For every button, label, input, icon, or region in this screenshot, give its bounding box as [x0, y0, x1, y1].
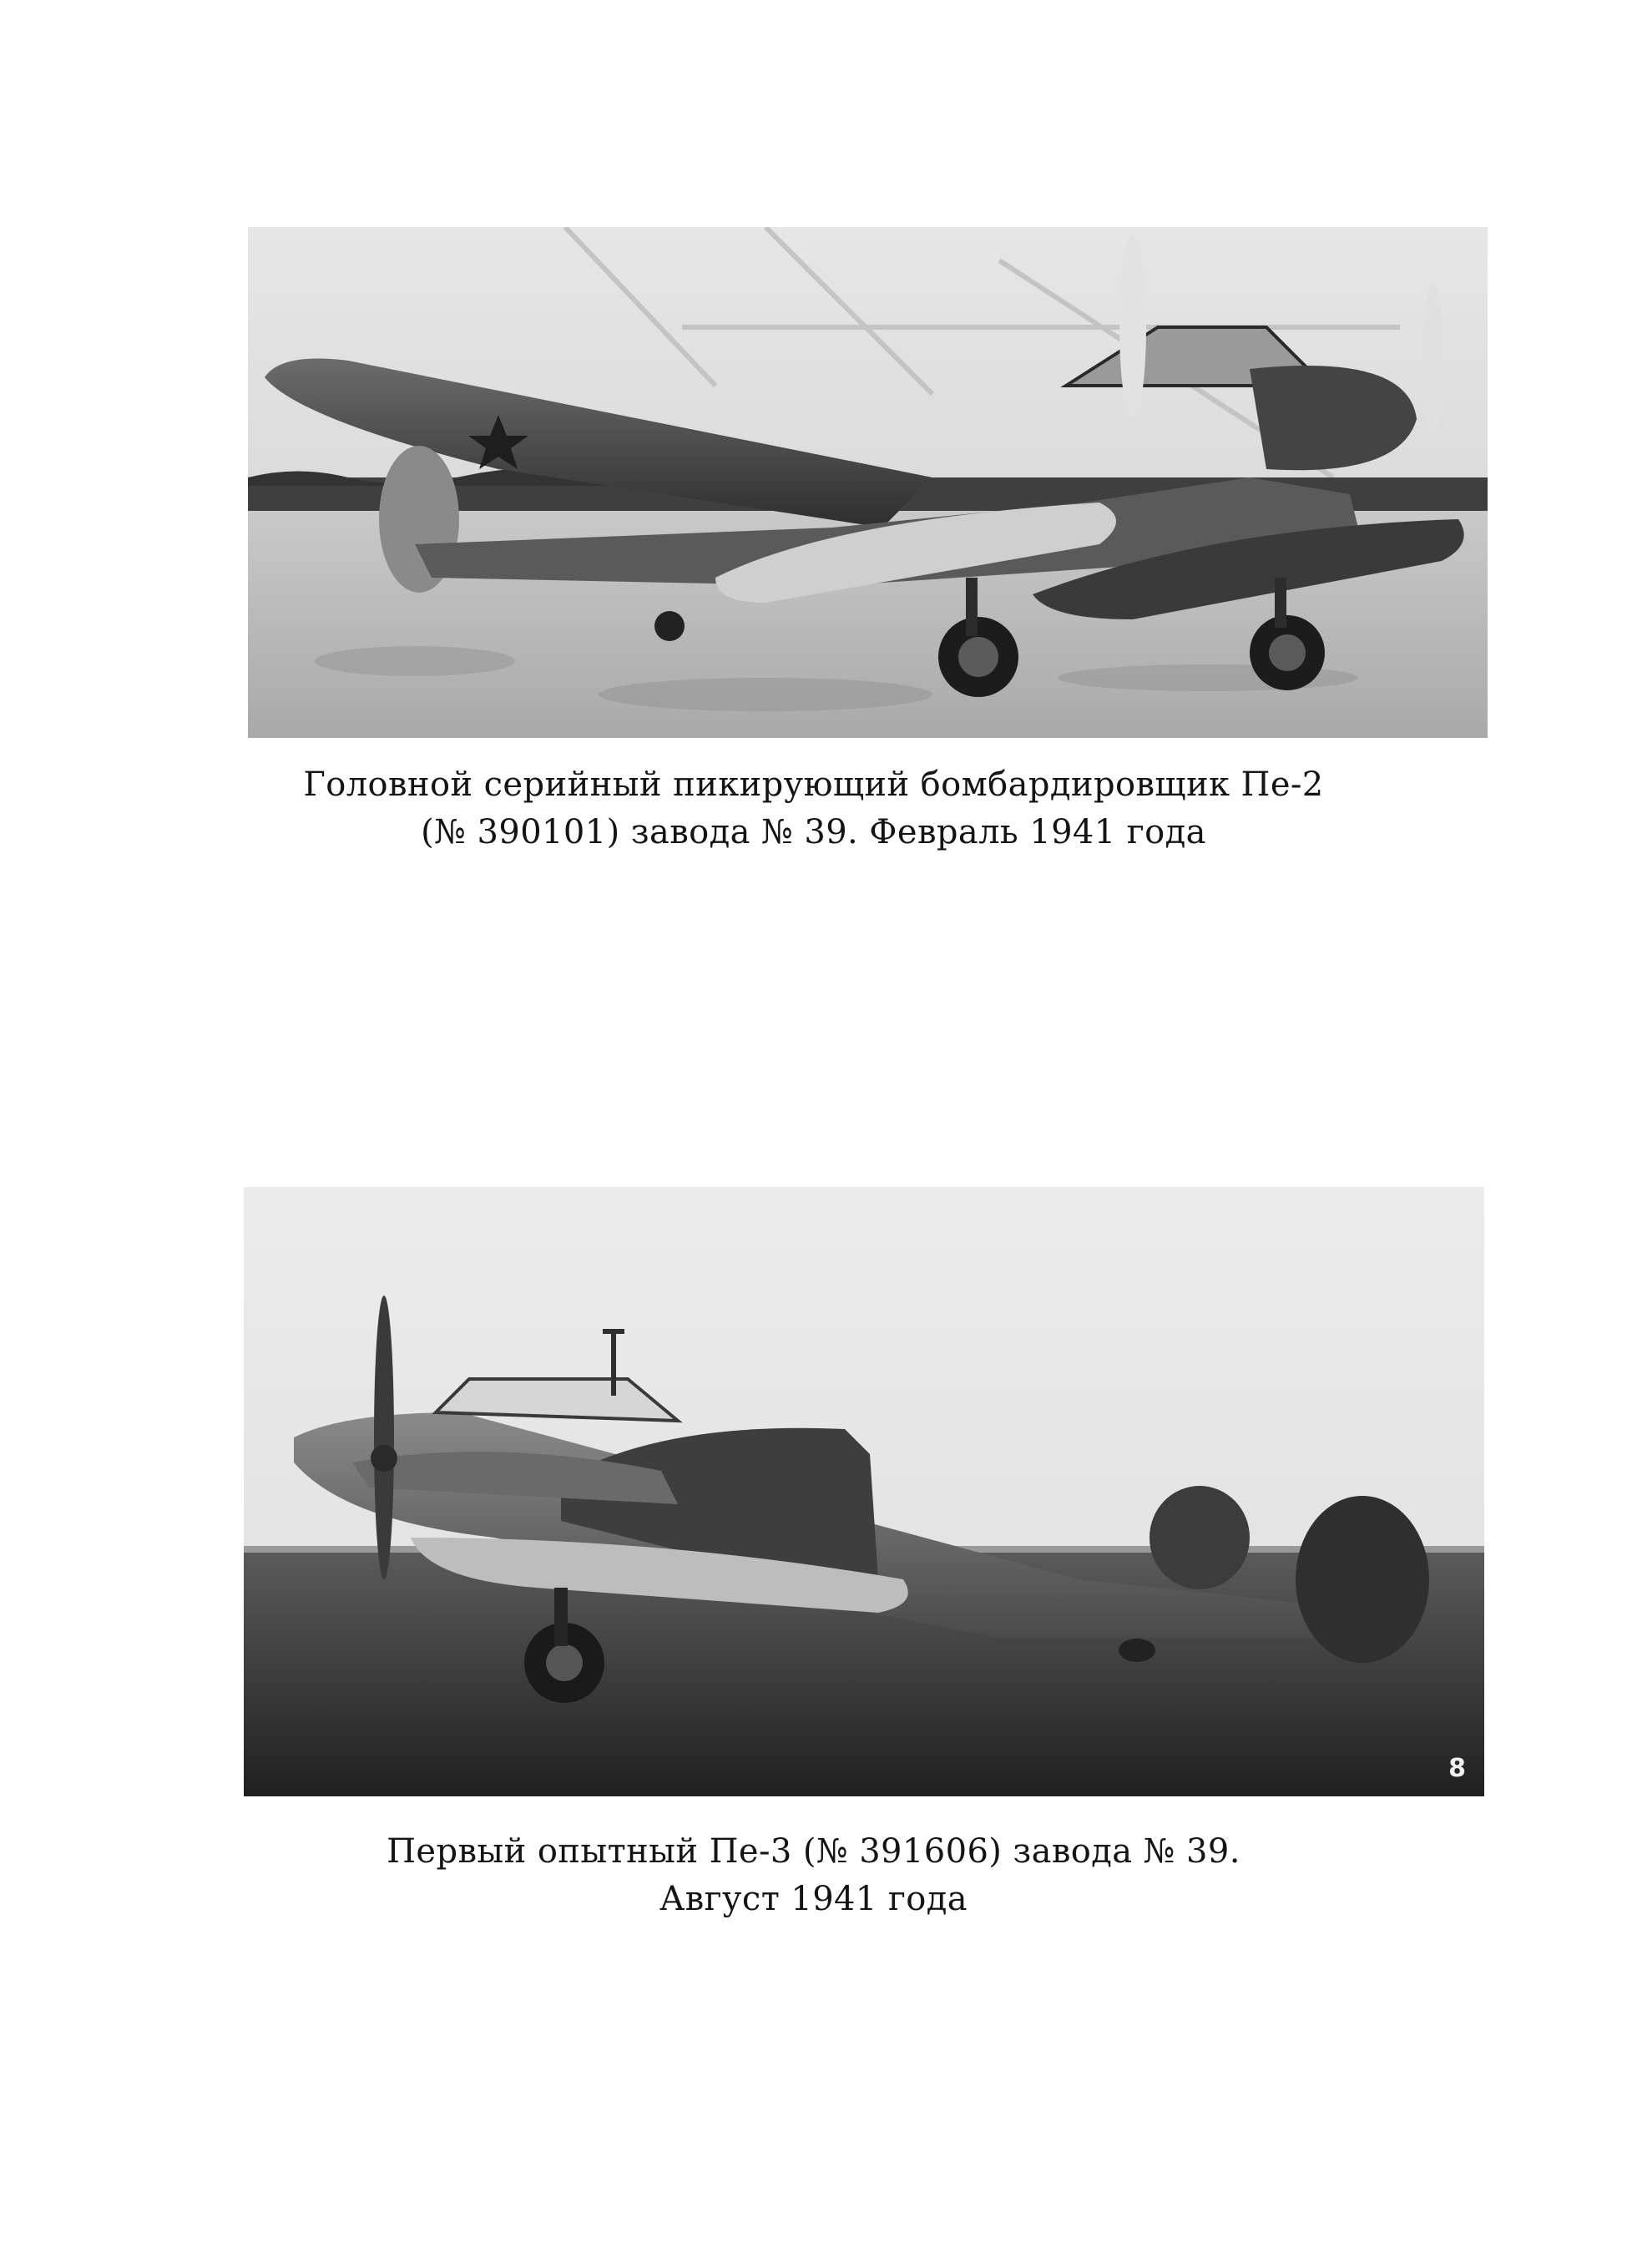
pe3-photo-illustration [244, 1187, 1484, 1796]
figure-caption-2 [0, 1828, 1627, 1923]
pe2-photo-illustration [248, 227, 1488, 738]
caption-line: Август 1941 года [659, 1880, 968, 1918]
figure-caption-1 [0, 761, 1627, 856]
caption-line: Первый опытный Пе-3 (№ 391606) завода № 39. [387, 1832, 1240, 1871]
caption-line: (№ 390101) завода № 39. Февраль 1941 года [421, 813, 1206, 851]
aircraft-photo-pe3-airfield [244, 1187, 1484, 1796]
aircraft-photo-pe2-winter [248, 227, 1488, 738]
caption-line: Головной серийный пикирующий бомбардировщик Пе-2 [303, 765, 1324, 804]
plate-number: 8 [1448, 1754, 1466, 1783]
